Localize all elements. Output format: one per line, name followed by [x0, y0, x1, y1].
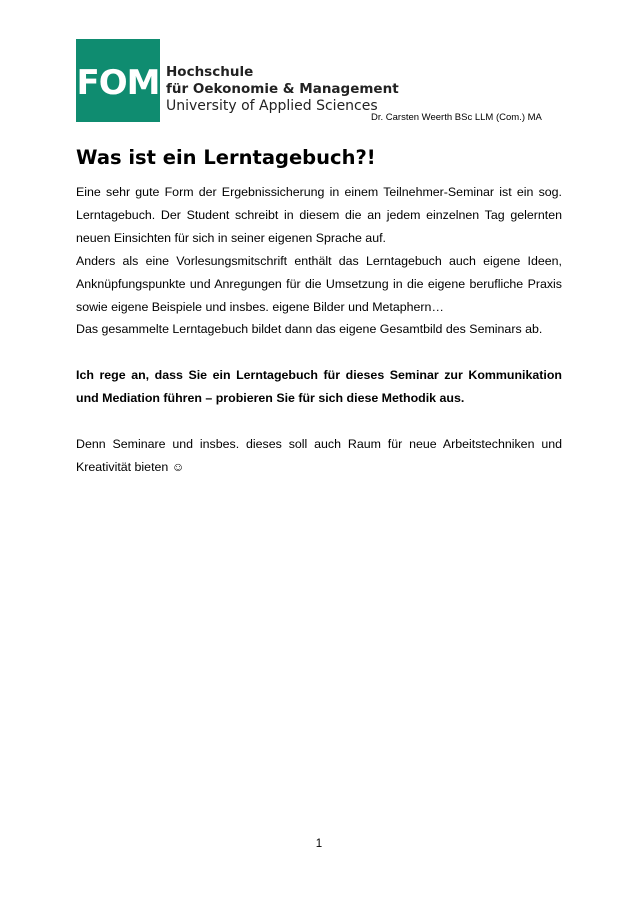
institution-line-2: für Oekonomie & Management [166, 81, 399, 97]
page-title: Was ist ein Lerntagebuch?! [76, 146, 376, 169]
paragraph-1: Eine sehr gute Form der Ergebnissicherung in einem Teilnehmer-Seminar ist ein sog. Lerntagebuch. Der Student schreibt in diesem die an jedem einzelnen Tag gelernten neuen Einsichten für sich in seiner eigenen Sprache auf. [76, 185, 562, 245]
page-number: 1 [315, 838, 323, 850]
institution-line-3: University of Applied Sciences [166, 98, 378, 114]
paragraph-2: Anders als eine Vorlesungsmitschrift enthält das Lerntagebuch auch eigene Ideen, Anknüpfungspunkte und Anregungen für die Umsetzung in die eigene berufliche Praxis sowie eigene Beispiele und insbes. eigene Bilder und Metaphern… [76, 253, 562, 314]
document-body [76, 181, 562, 479]
paragraph-4-emphasis: Ich rege an, dass Sie ein Lerntagebuch für dieses Seminar zur Kommunikation und Mediation führen – probieren Sie für sich diese Methodik aus. [76, 368, 562, 406]
fom-logo-text: FOM [76, 63, 160, 103]
paragraph-3: Das gesammelte Lerntagebuch bildet dann das eigene Gesamtbild des Seminars ab. [76, 322, 543, 337]
paragraph-5: Denn Seminare und insbes. dieses soll auch Raum für neue Arbeitstechniken und Kreativität bieten ☺ [76, 436, 562, 474]
author-name: Dr. Carsten Weerth BSc LLM (Com.) MA [371, 112, 542, 123]
institution-line-1: Hochschule [166, 64, 254, 80]
fom-logo-mark [76, 39, 160, 122]
institution-name [166, 64, 399, 115]
